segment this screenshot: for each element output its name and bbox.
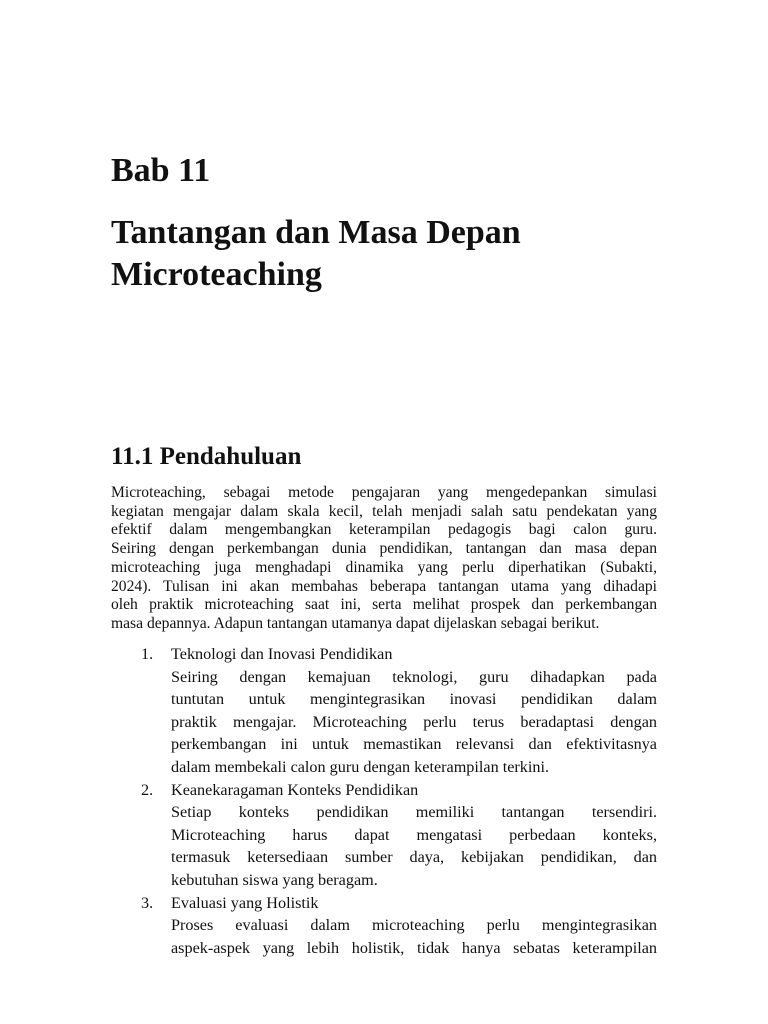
list-item (111, 643, 657, 779)
list-item-title: Keanekaragaman Konteks Pendidikan (171, 780, 419, 799)
chapter-label: Bab 11 (111, 152, 211, 189)
paragraph-line: Microteaching, sebagai metode pengajaran yang mengedepankan simulasi (111, 484, 657, 501)
paragraph-line: efektif dalam mengembangkan keterampilan pedagogis bagi calon guru. (111, 521, 657, 539)
paragraph-line: Setiap konteks pendidikan memiliki tantangan tersendiri. (171, 803, 657, 822)
list-item-number: 2. (141, 780, 154, 799)
chapter-title (111, 212, 657, 296)
challenge-list (111, 643, 657, 959)
paragraph-line: dalam membekali calon guru dengan keterampilan terkini. (171, 757, 550, 776)
list-item-title: Evaluasi yang Holistik (171, 893, 319, 912)
paragraph-line: Seiring dengan kemajuan teknologi, guru dihadapkan pada (171, 667, 657, 686)
list-item (111, 779, 657, 892)
paragraph-line: praktik mengajar. Microteaching perlu terus beradaptasi dengan (171, 712, 657, 731)
list-item-body (171, 666, 657, 779)
paragraph-line: kegiatan mengajar dalam skala kecil, telah menjadi salah satu pendekatan yang (111, 502, 657, 520)
list-item-number: 3. (141, 893, 154, 912)
paragraph-line: perkembangan ini untuk memastikan relevansi dan efektivitasnya (171, 735, 657, 754)
chapter-title-line: Microteaching (111, 256, 322, 293)
paragraph-line: termasuk ketersediaan sumber daya, kebijakan pendidikan, dan (171, 848, 657, 867)
paragraph-line: microteaching juga menghadapi dinamika yang perlu diperhatikan (Subakti, (111, 558, 657, 576)
list-item-body (171, 801, 657, 891)
intro-paragraph (111, 484, 657, 634)
section-heading: 11.1 Pendahuluan (111, 443, 302, 470)
paragraph-line: oleh praktik microteaching saat ini, serta melihat prospek dan perkembangan (111, 596, 657, 614)
paragraph-line: aspek-aspek yang lebih holistik, tidak hanya sebatas keterampilan (171, 938, 657, 957)
paragraph-line: 2024). Tulisan ini akan membahas beberapa tantangan utama yang dihadapi (111, 577, 657, 595)
paragraph-line: Proses evaluasi dalam microteaching perlu mengintegrasikan (171, 916, 657, 935)
list-item-body (171, 914, 657, 959)
paragraph-line: Microteaching harus dapat mengatasi perbedaan konteks, (171, 825, 657, 844)
paragraph-line: tuntutan untuk mengintegrasikan inovasi pendidikan dalam (171, 690, 657, 709)
paragraph-line: kebutuhan siswa yang beragam. (171, 870, 378, 889)
list-item-number: 1. (141, 645, 154, 663)
paragraph-line: Seiring dengan perkembangan dunia pendidikan, tantangan dan masa depan (111, 540, 657, 558)
list-item-title: Teknologi dan Inovasi Pendidikan (171, 645, 393, 663)
list-item (111, 892, 657, 960)
paragraph-line: masa depannya. Adapun tantangan utamanya dapat dijelaskan sebagai berikut. (111, 614, 600, 632)
chapter-title-line: Tantangan dan Masa Depan (111, 214, 521, 251)
